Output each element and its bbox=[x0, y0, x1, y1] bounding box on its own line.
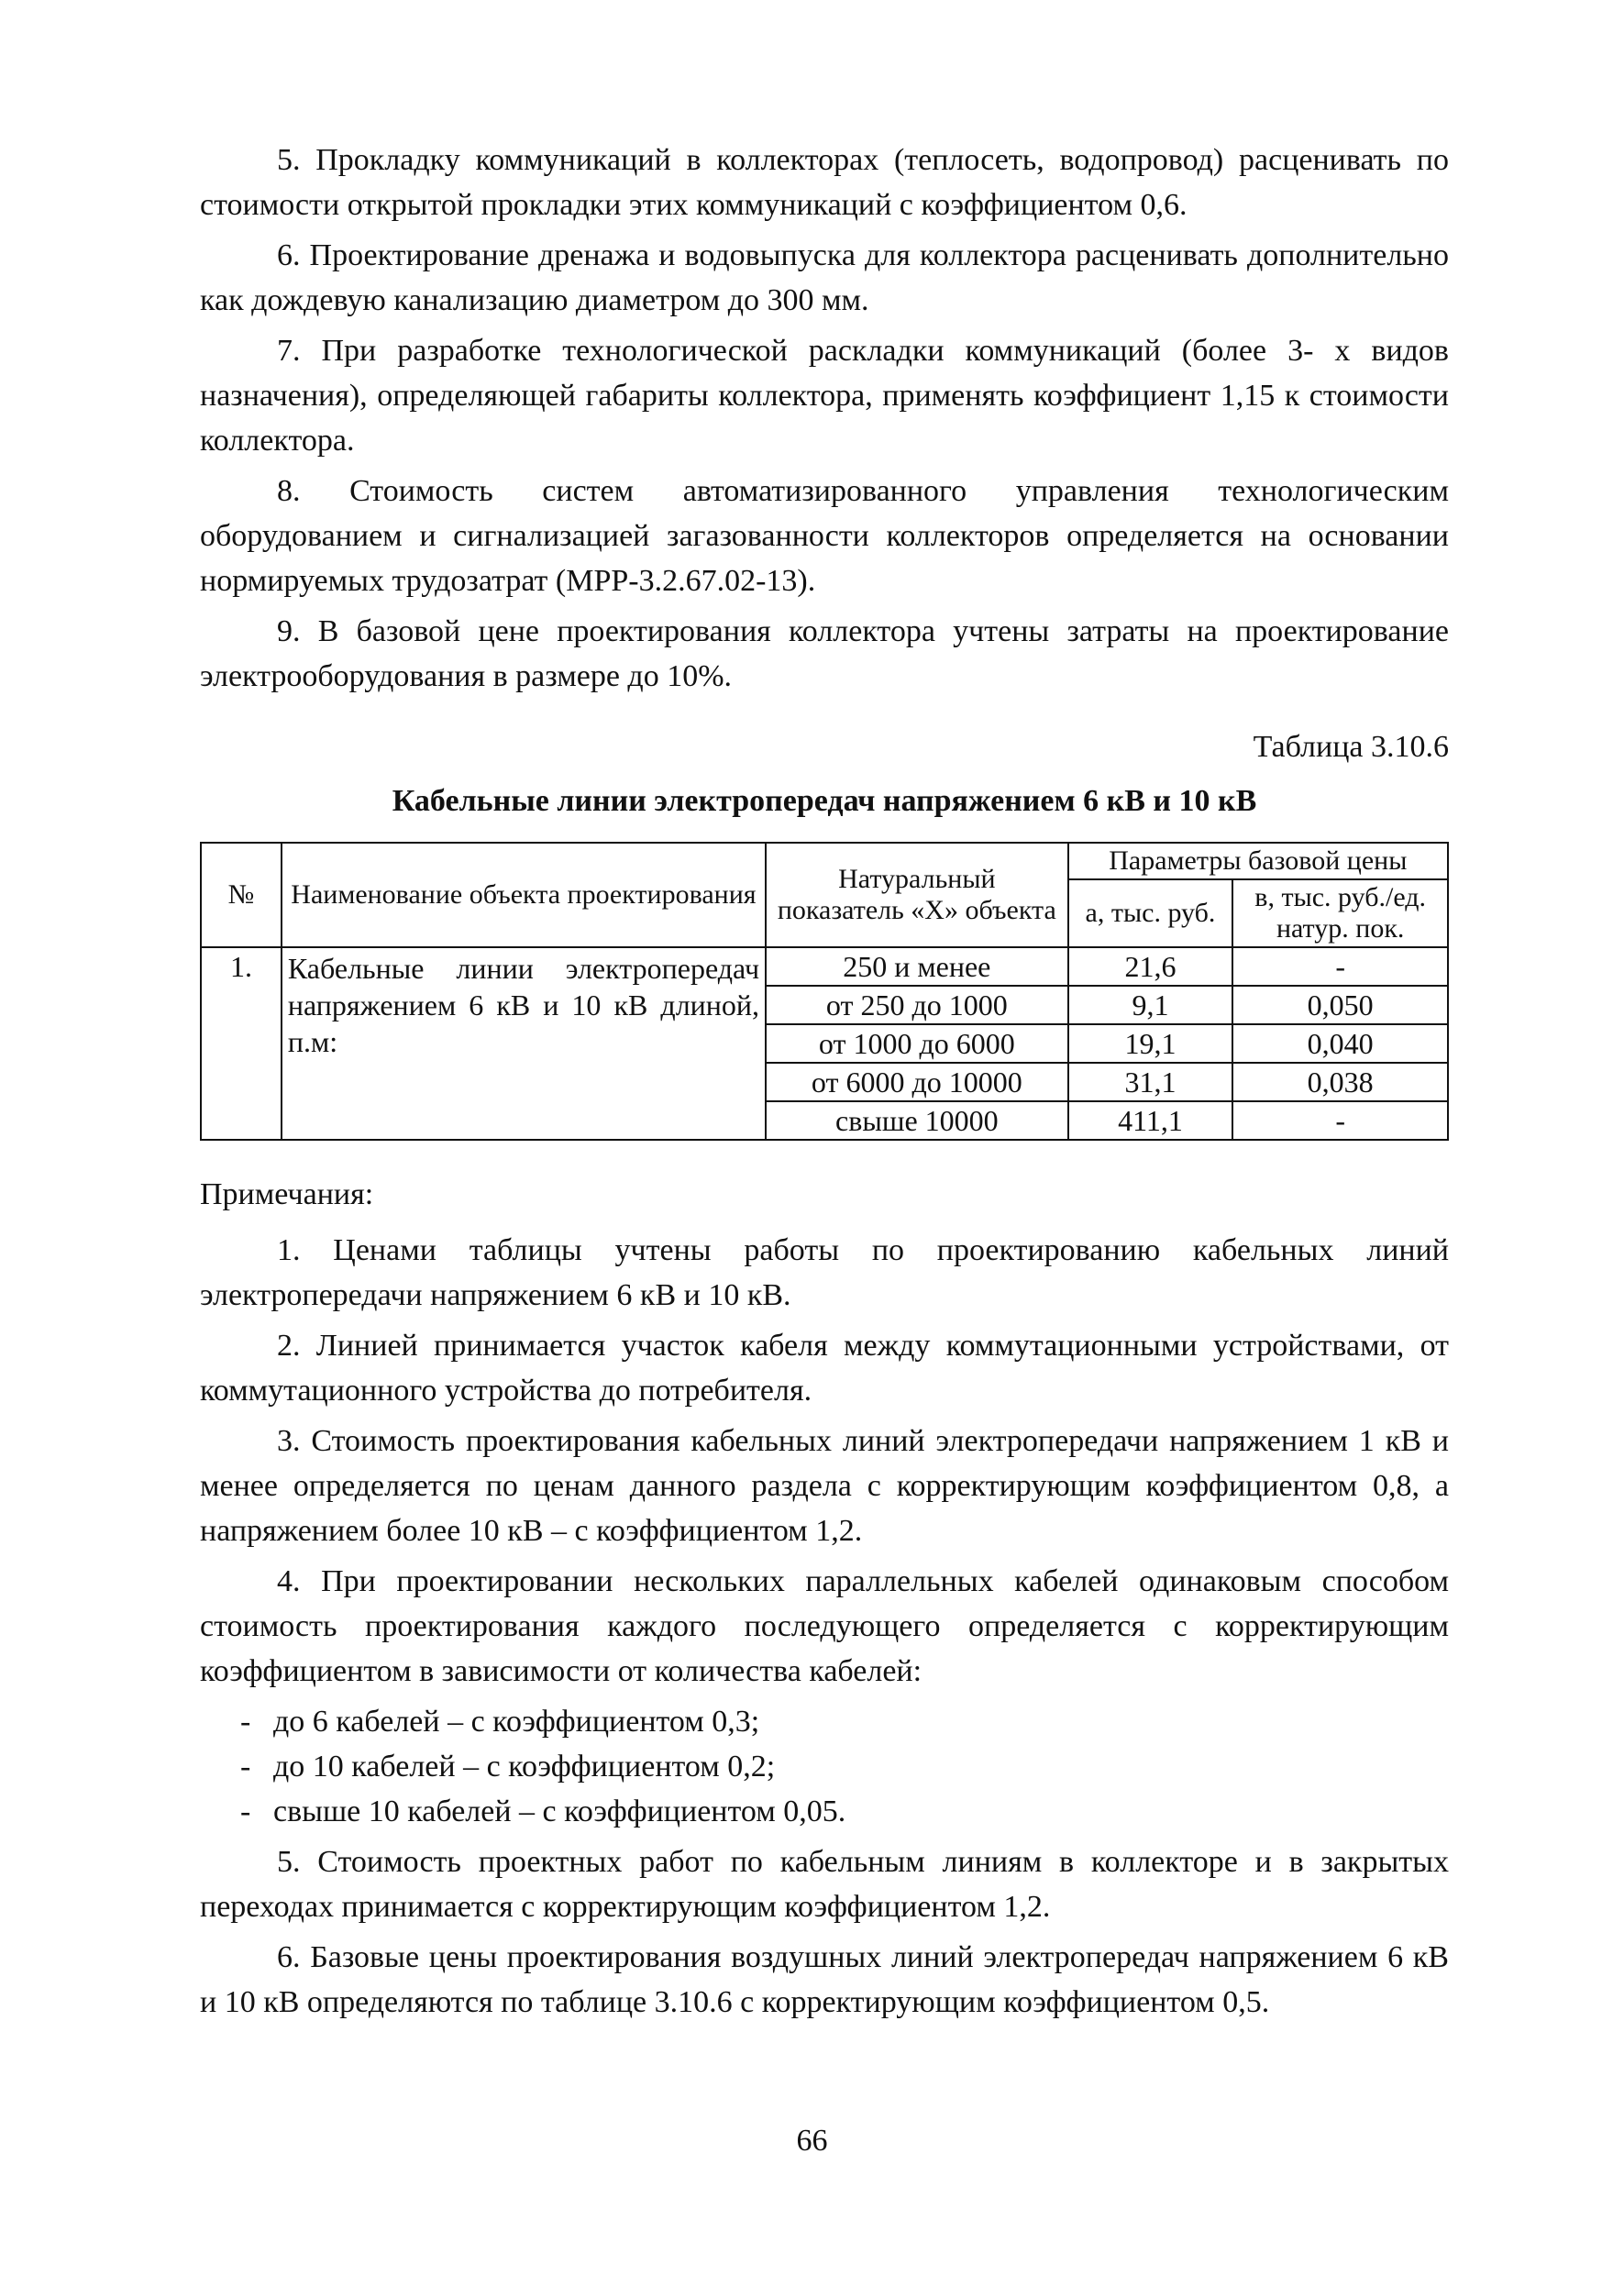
intro-item-6: 6. Проектирование дренажа и водовыпуска для коллектора расценивать дополнительно как дождевую канализацию диаметром до 300 мм. bbox=[200, 238, 1449, 317]
cell-param-b: - bbox=[1232, 947, 1448, 986]
notes-title: Примечания: bbox=[200, 1177, 374, 1211]
cell-param-a: 9,1 bbox=[1068, 986, 1233, 1024]
cell-param-a: 21,6 bbox=[1068, 947, 1233, 986]
cell-param-a: 19,1 bbox=[1068, 1024, 1233, 1063]
intro-item-9: 9. В базовой цене проектирования коллектора учтены затраты на проектирование электрооборудования в размере до 10%. bbox=[200, 614, 1449, 693]
note-item-3: 3. Стоимость проектирования кабельных линий электропередачи напряжением 1 кВ и менее определяется по ценам данного раздела с корректирующим коэффициентом 0,8, а напряжением более 10 кВ – с коэффициентом 1,2. bbox=[200, 1424, 1449, 1548]
note-item-6: 6. Базовые цены проектирования воздушных линий электропередач напряжением 6 кВ и 10 кВ определяются по таблице 3.10.6 с корректирующим коэффициентом 0,5. bbox=[200, 1940, 1449, 2019]
cell-param-b: - bbox=[1232, 1101, 1448, 1140]
cell-param-b: 0,040 bbox=[1232, 1024, 1448, 1063]
intro-item-5: 5. Прокладку коммуникаций в коллекторах (теплосеть, водопровод) расценивать по стоимости открытой прокладки этих коммуникаций с коэффициентом 0,6. bbox=[200, 143, 1449, 222]
cell-param-b: 0,038 bbox=[1232, 1063, 1448, 1101]
table-number: Таблица 3.10.6 bbox=[1253, 730, 1449, 764]
page-number: 66 bbox=[796, 2124, 828, 2158]
cell-param-b: 0,050 bbox=[1232, 986, 1448, 1024]
header-param-b: в, тыс. руб./ед. натур. пок. bbox=[1232, 879, 1448, 947]
header-base-price-params: Параметры базовой цены bbox=[1068, 843, 1448, 879]
page-content bbox=[200, 138, 1449, 2030]
coefficient-list bbox=[200, 1699, 1449, 1834]
list-item: - до 6 кабелей – с коэффициентом 0,3; bbox=[240, 1699, 1449, 1744]
table-title: Кабельные линии электропередач напряжением 6 кВ и 10 кВ bbox=[392, 784, 1257, 818]
price-table bbox=[200, 842, 1449, 1141]
note-item-2: 2. Линией принимается участок кабеля между коммутационными устройствами, от коммутационного устройства до потребителя. bbox=[200, 1329, 1449, 1408]
cell-indicator: от 1000 до 6000 bbox=[766, 1024, 1068, 1063]
cell-indicator: от 250 до 1000 bbox=[766, 986, 1068, 1024]
list-item: - до 10 кабелей – с коэффициентом 0,2; bbox=[240, 1744, 1449, 1789]
cell-param-a: 31,1 bbox=[1068, 1063, 1233, 1101]
cell-indicator: 250 и менее bbox=[766, 947, 1068, 986]
note-item-4: 4. При проектировании нескольких параллельных кабелей одинаковым способом стоимость проектирования каждого последующего определяется с корректирующим коэффициентом в зависимости от количества кабелей: bbox=[200, 1564, 1449, 1688]
cell-indicator: свыше 10000 bbox=[766, 1101, 1068, 1140]
row-object-name: Кабельные линии электропередач напряжением 6 кВ и 10 кВ длиной, п.м: bbox=[282, 947, 766, 1140]
note-item-1: 1. Ценами таблицы учтены работы по проектированию кабельных линий электропередачи напряжением 6 кВ и 10 кВ. bbox=[200, 1233, 1449, 1312]
table-row bbox=[201, 947, 1448, 986]
header-object-name: Наименование объекта проектирования bbox=[282, 843, 766, 947]
header-number: № bbox=[201, 843, 282, 947]
intro-item-8: 8. Стоимость систем автоматизированного управления технологическим оборудованием и сигнализацией загазованности коллекторов определяется на основании нормируемых трудозатрат (МРР-3.2.67.02-13). bbox=[200, 474, 1449, 598]
header-indicator: Натуральный показатель «Х» объекта bbox=[766, 843, 1068, 947]
header-param-a: а, тыс. руб. bbox=[1068, 879, 1233, 947]
cell-param-a: 411,1 bbox=[1068, 1101, 1233, 1140]
list-item: - свыше 10 кабелей – с коэффициентом 0,05. bbox=[240, 1789, 1449, 1834]
intro-item-7: 7. При разработке технологической раскладки коммуникаций (более 3- х видов назначения), определяющей габариты коллектора, применять коэффициент 1,15 к стоимости коллектора. bbox=[200, 334, 1449, 458]
row-number: 1. bbox=[201, 947, 282, 1140]
note-item-5: 5. Стоимость проектных работ по кабельным линиям в коллекторе и в закрытых переходах принимается с корректирующим коэффициентом 1,2. bbox=[200, 1845, 1449, 1924]
table-header-row bbox=[201, 843, 1448, 879]
cell-indicator: от 6000 до 10000 bbox=[766, 1063, 1068, 1101]
